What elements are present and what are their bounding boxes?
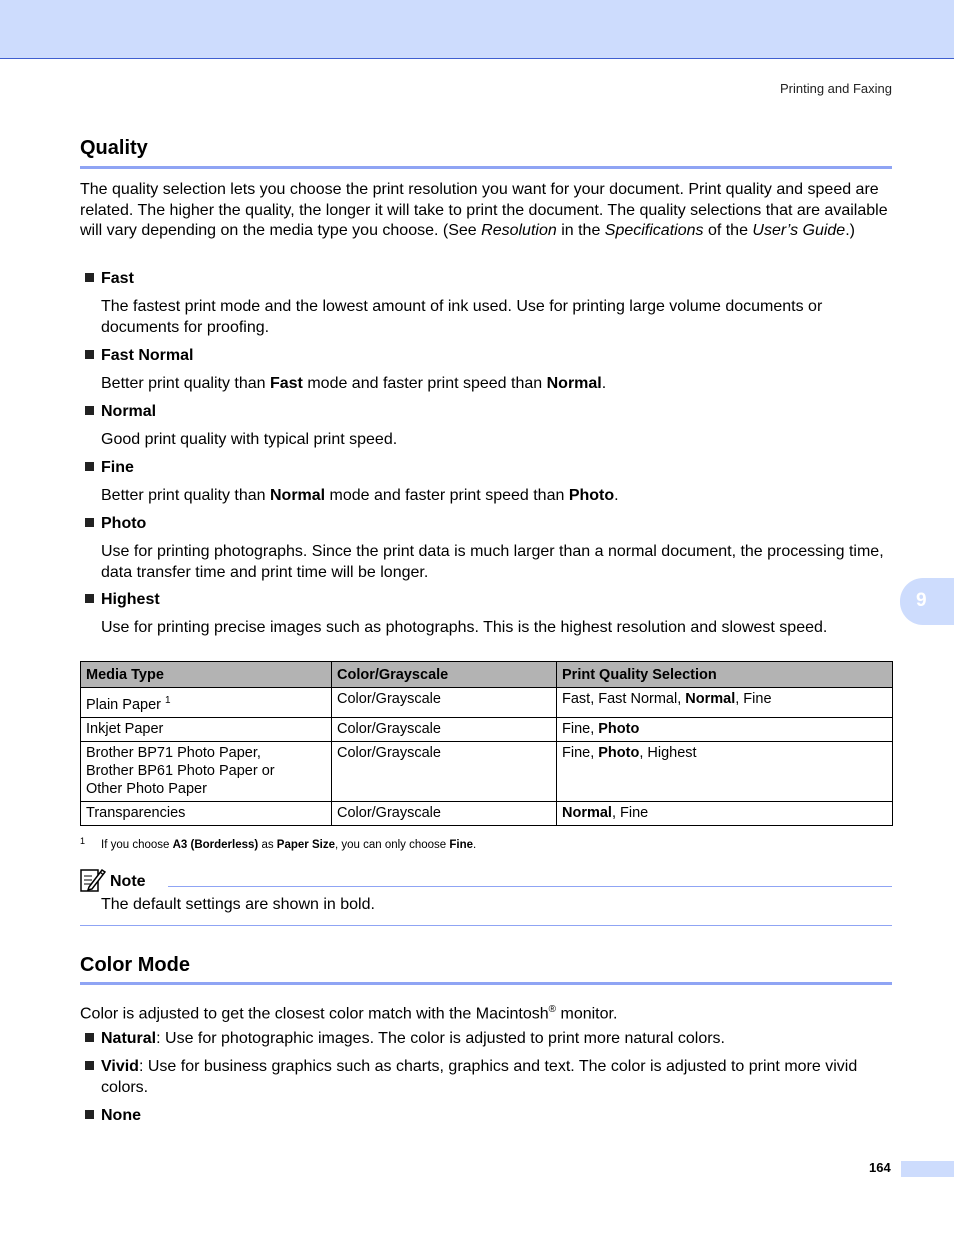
square-bullet-icon <box>85 350 94 359</box>
note-rule <box>168 886 892 887</box>
square-bullet-icon <box>85 406 94 415</box>
table-cell: Fast, Fast Normal, Normal, Fine <box>557 688 893 718</box>
note-end-rule <box>80 925 892 926</box>
bullet-fast-normal: Fast Normal <box>85 346 193 366</box>
square-bullet-icon <box>85 1110 94 1119</box>
table-cell: Color/Grayscale <box>332 688 557 718</box>
desc-fine: Better print quality than Normal mode and faster print speed than Photo. <box>101 487 619 504</box>
bullet-natural: Natural: Use for photographic images. The color is adjusted to print more natural colors. <box>85 1028 908 1049</box>
square-bullet-icon <box>85 1061 94 1070</box>
bullet-normal: Normal <box>85 402 156 422</box>
bullet-vivid: Vivid: Use for business graphics such as charts, graphics and text. The color is adjusted to print more vivid colors. <box>85 1056 908 1098</box>
table-cell: Plain Paper $^1$ <box>81 688 332 718</box>
bullet-highest: Highest <box>85 590 160 610</box>
heading-rule <box>80 166 892 169</box>
chapter-tab: 9 <box>900 578 954 625</box>
running-header: Printing and Faxing <box>779 81 892 96</box>
table-cell: Brother BP71 Photo Paper, Brother BP61 Photo Paper or Other Photo Paper <box>81 741 332 801</box>
bullet-none: None <box>85 1105 908 1126</box>
table-header-row <box>81 662 893 688</box>
table-cell: Color/Grayscale <box>332 717 557 741</box>
note-text: The default settings are shown in bold. <box>101 896 375 913</box>
table-cell: Fine, Photo <box>557 717 893 741</box>
square-bullet-icon <box>85 273 94 282</box>
square-bullet-icon <box>85 594 94 603</box>
table-cell: Color/Grayscale <box>332 741 557 801</box>
table-row <box>81 717 893 741</box>
page-number-bar <box>901 1161 954 1177</box>
note-pencil-icon <box>80 867 106 893</box>
footnote-text: If you choose A3 (Borderless) as Paper Size, you can only choose Fine. <box>101 839 477 851</box>
footnote-ref: 1 <box>165 695 171 706</box>
table-cell: Color/Grayscale <box>332 801 557 825</box>
table-cell: Transparencies <box>81 801 332 825</box>
table-cell: Fine, Photo, Highest <box>557 741 893 801</box>
square-bullet-icon <box>85 518 94 527</box>
desc-fast-normal: Better print quality than Fast mode and faster print speed than Normal. <box>101 375 607 392</box>
bullet-photo: Photo <box>85 514 146 534</box>
table-row <box>81 801 893 825</box>
bullet-fast: Fast <box>85 269 134 289</box>
table-row <box>81 741 893 801</box>
column-header: Color/Grayscale <box>332 662 557 688</box>
table-row <box>81 688 893 718</box>
heading-rule <box>80 982 892 985</box>
desc-photo: Use for printing photographs. Since the print data is much larger than a normal document, the processing time, data transfer time and print time will be longer. <box>101 543 884 581</box>
section-heading-quality: Quality <box>80 137 148 159</box>
quality-intro: The quality selection lets you choose the print resolution you want for your document. Print quality and speed are related. The higher the quality, the longer it will take to print the document. The quality selections that are available will vary depending on the media type you choose. (See Resolution in the Specifications of the User’s Guide.) <box>80 181 888 239</box>
desc-fast: The fastest print mode and the lowest amount of ink used. Use for printing large volume documents or documents for proofing. <box>101 298 823 336</box>
column-header: Media Type <box>81 662 332 688</box>
page-number: 164 <box>869 1160 891 1175</box>
table-cell: Normal, Fine <box>557 801 893 825</box>
note-label: Note <box>110 873 146 890</box>
desc-highest: Use for printing precise images such as photographs. This is the highest resolution and slowest speed. <box>101 619 828 636</box>
footnote-number: 1 <box>80 836 86 846</box>
table-cell: Inkjet Paper <box>81 717 332 741</box>
color-mode-intro: Color is adjusted to get the closest color match with the Macintosh® monitor. <box>80 1004 618 1023</box>
square-bullet-icon <box>85 462 94 471</box>
column-header: Print Quality Selection <box>557 662 893 688</box>
section-heading-color-mode: Color Mode <box>80 954 190 976</box>
square-bullet-icon <box>85 1033 94 1042</box>
header-band <box>0 0 954 59</box>
desc-normal: Good print quality with typical print speed. <box>101 431 398 448</box>
quality-table <box>80 661 893 826</box>
bullet-fine: Fine <box>85 458 134 478</box>
